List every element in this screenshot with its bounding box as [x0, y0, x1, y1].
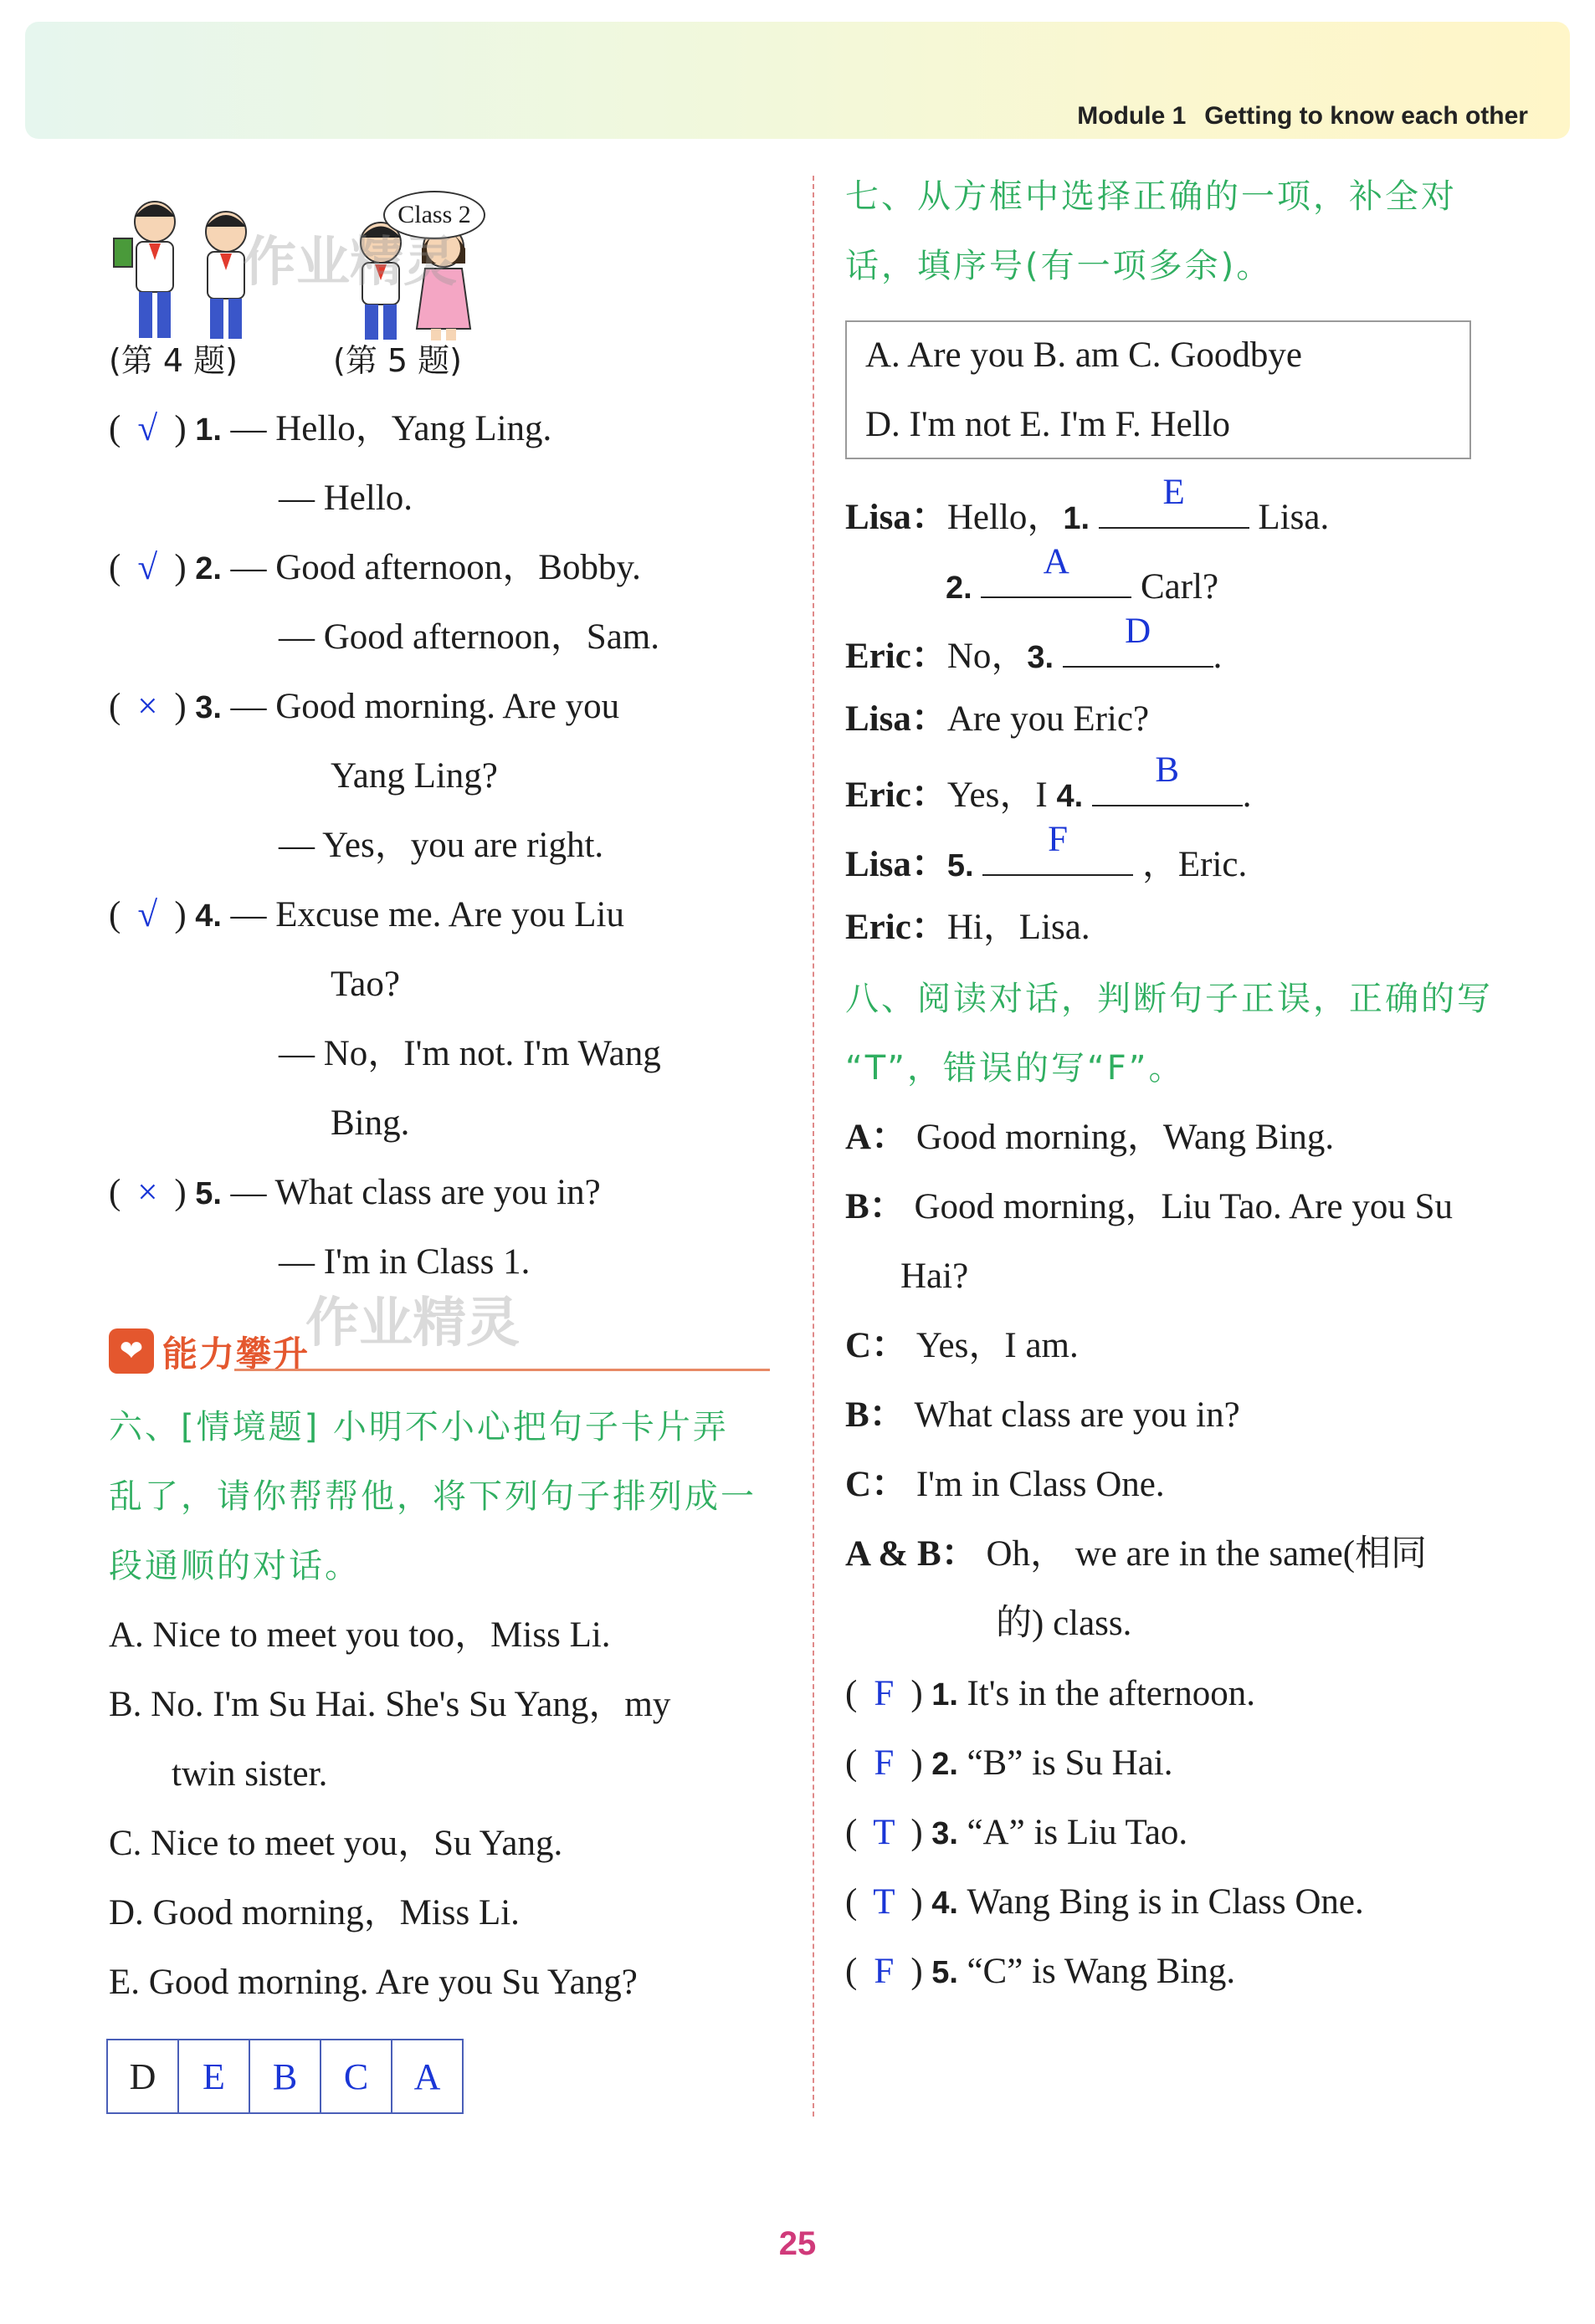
banner-title: 能力攀升	[162, 1333, 310, 1374]
dialog-text: Yes，I am.	[915, 1326, 1079, 1365]
blank-answer: D	[1125, 612, 1151, 651]
speaker-label: A & B：	[845, 1534, 987, 1574]
judgement-text: Yang Ling?	[331, 756, 498, 796]
answer-cell: B	[250, 2040, 321, 2112]
section6-title-line-3: 段通顺的对话。	[109, 1547, 361, 1585]
speech-bubble: Class 2	[383, 191, 485, 239]
paren-close: )	[174, 895, 187, 934]
judgement-line	[109, 405, 551, 454]
speaker-label: C：	[845, 1326, 916, 1365]
speaker-label: B：	[845, 1395, 915, 1435]
module-label: Module 1	[1077, 102, 1187, 130]
speaker-label: Lisa：	[845, 699, 947, 739]
banner-underline	[234, 1369, 770, 1371]
judgement-line	[845, 1670, 1255, 1719]
dialog-text: .	[1242, 776, 1252, 815]
dialog-line	[845, 1322, 1079, 1370]
answer-blank	[1063, 612, 1213, 668]
dialog-text: I'm in Class One.	[915, 1465, 1165, 1504]
question-number: 2.	[186, 551, 231, 586]
dialog-line	[996, 1600, 1131, 1648]
option-box-row-2: D. I'm not E. I'm F. Hello	[865, 405, 1231, 444]
answer-cell: A	[413, 2055, 441, 2097]
paren-open: (	[845, 1674, 858, 1713]
dialog-line	[845, 612, 1223, 682]
section6-title-line-2: 乱了，请你帮帮他，将下列句子排列成一	[109, 1477, 756, 1516]
judgement-line	[109, 891, 624, 940]
judgement-mark: ×	[137, 1173, 158, 1212]
blank-answer: B	[1155, 750, 1180, 790]
dialog-line	[845, 1461, 1165, 1509]
dialog-line	[845, 903, 1090, 952]
judgement-line	[845, 1948, 1235, 1997]
question-number: 4.	[186, 898, 231, 934]
answer-cell: C	[321, 2040, 392, 2112]
blank-number: 5.	[946, 848, 983, 883]
section6-option-c: C. Nice to meet you，Su Yang.	[109, 1824, 563, 1863]
judgement-line	[845, 1878, 1364, 1927]
answer-blank	[1092, 750, 1243, 806]
judgement-line	[109, 544, 641, 593]
module-title: Getting to know each other	[1204, 102, 1528, 130]
dialog-text: Are you Eric?	[946, 699, 1150, 739]
option-box-row-1: A. Are you B. am C. Goodbye	[865, 335, 1302, 375]
blank-number: 2.	[946, 571, 982, 606]
paren-close: )	[174, 687, 187, 726]
section8-title-line-1: 八、阅读对话，判断句子正误，正确的写	[845, 980, 1493, 1018]
judgement-line	[845, 1809, 1187, 1858]
judgement-line	[279, 1030, 661, 1078]
paren-close: )	[910, 1674, 923, 1713]
dialog-line	[845, 820, 1248, 890]
judgement-mark: ×	[137, 687, 158, 726]
judgement-mark: T	[873, 1882, 895, 1922]
watermark-banner: 作业精灵	[305, 1293, 520, 1354]
boy-left	[114, 202, 175, 338]
judgement-text: Wang Bing is in Class One.	[967, 1882, 1364, 1922]
judgement-line	[845, 1739, 1173, 1789]
section7-title-line-2: 话，填序号(有一项多余)。	[845, 247, 1273, 285]
judgement-line	[279, 613, 659, 662]
section8-title-line-2: “T”，错误的写“F”。	[845, 1049, 1185, 1088]
blank-number: 3.	[1027, 640, 1063, 675]
dialog-text: Good morning，Wang Bing.	[915, 1118, 1335, 1157]
judgement-text: “C” is Wang Bing.	[967, 1952, 1236, 1991]
judgement-mark: F	[874, 1743, 895, 1783]
judgement-mark: T	[873, 1813, 895, 1852]
paren-open: (	[109, 409, 121, 448]
paren-close: )	[174, 1173, 187, 1212]
dialog-line	[845, 473, 1330, 543]
speaker-label: Eric：	[845, 908, 947, 947]
judgement-text: Bing.	[331, 1103, 410, 1143]
judgement-text: “A” is Liu Tao.	[967, 1813, 1188, 1852]
watermark-top: 作业精灵	[243, 232, 457, 294]
question-number: 2.	[922, 1747, 967, 1782]
section6-option-a: A. Nice to meet you too，Miss Li.	[109, 1615, 611, 1655]
question-number: 5.	[922, 1955, 967, 1990]
speaker-label: B：	[845, 1187, 915, 1226]
judgement-line	[331, 752, 498, 801]
dialog-text: Hi，Lisa.	[946, 908, 1090, 947]
judgement-line	[109, 1169, 601, 1218]
answer-blank	[982, 820, 1133, 876]
judgement-text: — Hello，Yang Ling.	[230, 409, 552, 448]
question-number: 3.	[922, 1816, 967, 1851]
judgement-mark: √	[137, 409, 158, 448]
page-header	[1077, 102, 1528, 131]
judgement-text: — Hello.	[279, 479, 413, 518]
speaker-label: Lisa：	[845, 498, 947, 537]
dialog-line	[900, 1252, 968, 1301]
judgement-line	[331, 1099, 409, 1148]
paren-open: (	[109, 1173, 121, 1212]
dialog-text: Carl?	[1131, 567, 1219, 607]
dialog-line	[946, 542, 1219, 612]
paren-open: (	[109, 687, 121, 726]
section6-option-b: B. No. I'm Su Hai. She's Su Yang，my	[109, 1685, 671, 1724]
section6-option-d: D. Good morning，Miss Li.	[109, 1893, 520, 1932]
blank-number: 4.	[1056, 779, 1092, 814]
dialog-line	[845, 1391, 1240, 1440]
judgement-text: — No，I'm not. I'm Wang	[279, 1034, 661, 1073]
judgement-text: — Yes，you are right.	[279, 826, 604, 865]
dialog-text: .	[1213, 637, 1223, 676]
question-number: 5.	[186, 1176, 231, 1211]
judgement-line	[279, 822, 603, 870]
judgement-text: — Good afternoon，Bobby.	[230, 548, 641, 587]
judgement-line	[279, 474, 413, 523]
answer-cell: D	[108, 2040, 179, 2112]
caption-question-5: (第 5 题)	[333, 342, 462, 379]
section6-option-b-cont: twin sister.	[172, 1754, 328, 1794]
answer-blank	[981, 542, 1131, 598]
answer-order-box	[106, 2039, 464, 2114]
paren-open: (	[845, 1952, 858, 1991]
boy-middle	[206, 212, 246, 339]
judgement-mark: √	[137, 548, 158, 587]
judgement-text: Tao?	[331, 965, 400, 1004]
dialog-text: Hello，	[946, 498, 1064, 537]
question-number: 1.	[922, 1677, 967, 1712]
paren-close: )	[910, 1743, 923, 1783]
page-number: 25	[778, 2225, 817, 2262]
judgement-text: — I'm in Class 1.	[279, 1242, 531, 1282]
blank-number: 1.	[1063, 501, 1099, 536]
dialog-line	[845, 750, 1252, 821]
dialog-text: Oh， we are in the same(相同	[986, 1534, 1428, 1574]
blank-answer: F	[1048, 820, 1069, 859]
paren-close: )	[174, 548, 187, 587]
judgement-text: — What class are you in?	[230, 1173, 601, 1212]
judgement-mark: F	[874, 1674, 895, 1713]
judgement-mark: F	[874, 1952, 895, 1991]
judgement-text: — Good morning. Are you	[230, 687, 620, 726]
blank-answer: A	[1043, 542, 1069, 581]
dialog-text: Hai?	[900, 1257, 969, 1296]
paren-open: (	[109, 895, 121, 934]
judgement-mark: √	[137, 895, 158, 934]
question-number: 3.	[186, 690, 231, 725]
dialog-text: Yes，I	[946, 776, 1057, 815]
dialog-text: ，Eric.	[1133, 845, 1248, 884]
speaker-label: Eric：	[845, 776, 947, 815]
dialog-text: No，	[946, 637, 1028, 676]
paren-close: )	[910, 1952, 923, 1991]
dialog-text: Lisa.	[1249, 498, 1330, 537]
paren-close: )	[910, 1813, 923, 1852]
speaker-label: Eric：	[845, 637, 947, 676]
judgement-text: — Excuse me. Are you Liu	[230, 895, 624, 934]
answer-blank	[1099, 473, 1249, 529]
section6-option-e: E. Good morning. Are you Su Yang?	[109, 1963, 638, 2002]
paren-close: )	[174, 409, 187, 448]
dialog-line	[845, 1183, 1453, 1231]
section6-title-line-1: 六、[情境题] 小明不小心把句子卡片弄	[109, 1408, 729, 1446]
banner-icon: ❤	[109, 1328, 154, 1374]
judgement-text: “B” is Su Hai.	[967, 1743, 1173, 1783]
speaker-label: Lisa：	[845, 845, 947, 884]
dialog-line	[845, 695, 1149, 744]
dialog-text: 的) class.	[996, 1604, 1132, 1643]
dialog-text: What class are you in?	[914, 1395, 1240, 1435]
answer-cell: E	[179, 2040, 250, 2112]
paren-open: (	[845, 1813, 858, 1852]
caption-question-4: (第 4 题)	[109, 342, 238, 379]
section7-title-line-1: 七、从方框中选择正确的一项，补全对	[845, 177, 1457, 216]
speaker-label: C：	[845, 1465, 916, 1504]
judgement-text: — Good afternoon，Sam.	[279, 617, 660, 657]
question-number: 1.	[186, 412, 231, 448]
judgement-line	[109, 683, 619, 732]
paren-open: (	[109, 548, 121, 587]
dialog-line	[845, 1113, 1334, 1162]
speaker-label: A：	[845, 1118, 916, 1157]
question-number: 4.	[922, 1886, 967, 1921]
paren-open: (	[845, 1882, 858, 1922]
blank-answer: E	[1162, 473, 1185, 512]
paren-close: )	[910, 1882, 923, 1922]
paren-open: (	[845, 1743, 858, 1783]
dialog-line	[845, 1530, 1427, 1579]
column-divider	[813, 176, 814, 2117]
dialog-text: Good morning，Liu Tao. Are you Su	[914, 1187, 1453, 1226]
judgement-text: It's in the afternoon.	[967, 1674, 1255, 1713]
judgement-line	[331, 960, 400, 1009]
